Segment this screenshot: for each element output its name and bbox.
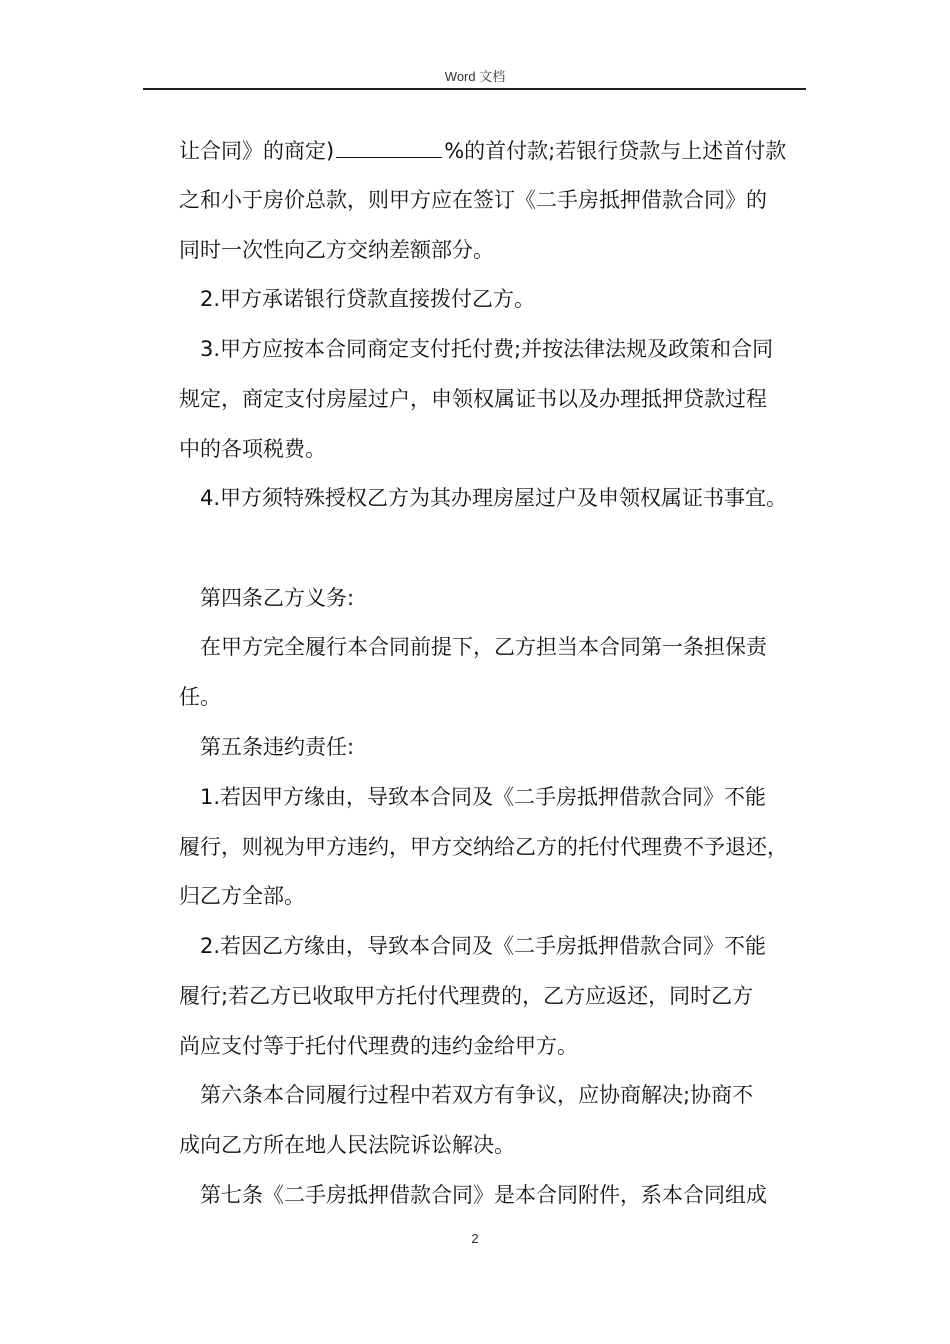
section-heading: 第四条乙方义务:: [200, 586, 355, 610]
paragraph-line: 同时一次性向乙方交纳差额部分。: [179, 238, 494, 262]
paragraph-line: 之和小于房价总款，则甲方应在签订《二手房抵押借款合同》的: [179, 188, 767, 212]
fill-in-blank: [336, 137, 442, 158]
paragraph-line: 第七条《二手房抵押借款合同》是本合同附件，系本合同组成: [200, 1183, 767, 1207]
paragraph-line: 3.甲方应按本合同商定支付托付费;并按法律法规及政策和合同: [200, 337, 774, 361]
paragraph-line: [179, 136, 786, 166]
line-text-before-blank: 让合同》的商定): [179, 139, 335, 163]
paragraph-line: 2.甲方承诺银行贷款直接拨付乙方。: [200, 287, 536, 311]
paragraph-line: 规定，商定支付房屋过户，申领权属证书以及办理抵押贷款过程: [179, 387, 767, 411]
paragraph-line: 归乙方全部。: [179, 884, 305, 908]
paragraph-line: 在甲方完全履行本合同前提下，乙方担当本合同第一条担保责: [200, 635, 767, 659]
header-rule: [143, 88, 806, 90]
paragraph-line: 第六条本合同履行过程中若双方有争议，应协商解决;协商不: [200, 1083, 754, 1107]
paragraph-line: 成向乙方所在地人民法院诉讼解决。: [179, 1133, 515, 1157]
paragraph-line: 履行;若乙方已收取甲方托付代理费的，乙方应返还，同时乙方: [179, 984, 754, 1008]
paragraph-line: 尚应支付等于托付代理费的违约金给甲方。: [179, 1034, 578, 1058]
paragraph-line: 任。: [179, 685, 221, 709]
paragraph-line: 4.甲方须特殊授权乙方为其办理房屋过户及申领权属证书事宜。: [200, 486, 788, 510]
paragraph-line: 中的各项税费。: [179, 437, 326, 461]
page-header: Word 文档: [444, 69, 506, 84]
section-heading: 第五条违约责任:: [200, 735, 355, 759]
page-number: 2: [471, 1231, 479, 1246]
paragraph-line: 1.若因甲方缘由，导致本合同及《二手房抵押借款合同》不能: [200, 785, 767, 809]
line-text-after-blank: %的首付款;若银行贷款与上述首付款: [444, 139, 787, 163]
paragraph-line: 2.若因乙方缘由，导致本合同及《二手房抵押借款合同》不能: [200, 934, 767, 958]
paragraph-line: 履行，则视为甲方违约，甲方交纳给乙方的托付代理费不予退还，: [179, 835, 788, 859]
